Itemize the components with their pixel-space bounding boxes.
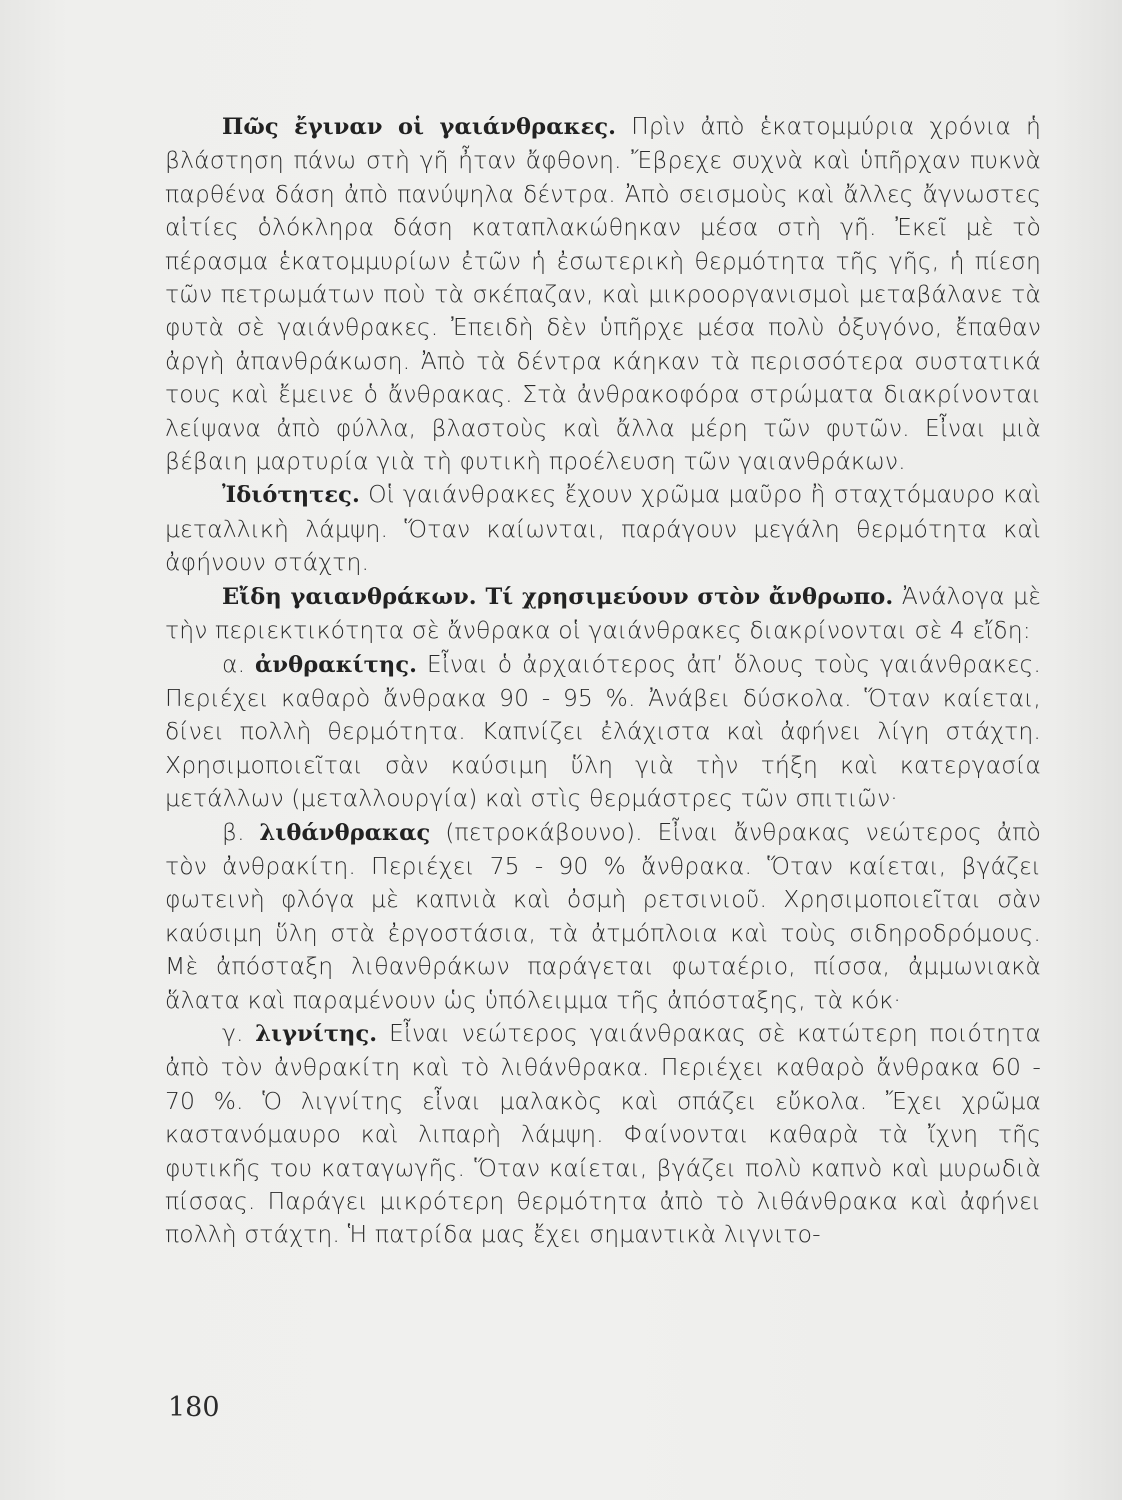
paragraph-anthracite <box>165 648 1041 816</box>
heading-properties: Ἰδιότητες. <box>222 482 360 509</box>
paragraph-bituminous <box>165 816 1041 1017</box>
heading-bituminous: λιθάνθρακας <box>259 819 431 846</box>
body-bituminous: (πετροκάβουνο). Εἶναι ἄνθρακας νεώτερος ἀπὸ τὸν ἀνθρακίτη. Περιέχει 75 - 90 % ἄνθρακα. Ὅταν καίεται, βγάζει φωτεινὴ φλόγα μὲ καπνιὰ καὶ ὀσμὴ ρετσινιοῦ. Χρησιμοποιεῖται σὰν καύσιμη ὕλη στὰ ἐργοστάσια, τὰ ἀτμόπλοια καὶ τοὺς σιδηροδρόμους. Μὲ ἀπόσταξη λιθανθράκων παράγεται φωταέριο, πίσσα, ἀμμωνιακὰ ἅλατα καὶ παραμένουν ὡς ὑπόλειμμα τῆς ἀπόσταξης, τὰ κόκ· <box>165 817 1042 1014</box>
prefix-bituminous: β. <box>222 817 260 846</box>
heading-types: Εἴδη γαιανθράκων. Τί χρησιμεύουν στὸν ἄνθρωπο. <box>222 583 894 610</box>
body-lignite: Εἶναι νεώτερος γαιάνθρακας σὲ κατώτερη ποιότητα ἀπὸ τὸν ἀνθρακίτη καὶ τὸ λιθάνθρακα. Περιέχει καθαρὸ ἄνθρακα 60 - 70 %. Ὁ λιγνίτης εἶναι μαλακὸς καὶ σπάζει εὔκολα. Ἔχει χρῶμα καστανόμαυρο καὶ λιπαρὴ λάμψη. Φαίνονται καθαρὰ τὰ ἴχνη τῆς φυτικῆς του καταγωγῆς. Ὅταν καίεται, βγάζει πολὺ καπνὸ καὶ μυρωδιὰ πίσσας. Παράγει μικρότερη θερμότητα ἀπὸ τὸ λιθάνθρακα καὶ ἀφήνει πολλὴ στάχτη. Ἡ πατρίδα μας ἔχει σημαντικὰ λιγνιτο- <box>165 1018 1041 1249</box>
body-origin: Πρὶν ἀπὸ ἑκατομμύρια χρόνια ἡ βλάστηση πάνω στὴ γῆ ἦταν ἄφθονη. Ἔβρεχε συχνὰ καὶ ὑπῆρχαν πυκνὰ παρθένα δάση ἀπὸ πανύψηλα δέντρα. Ἀπὸ σεισμοὺς καὶ ἄλλες ἄγνωστες αἰτίες ὁλόκληρα δάση καταπλακώθηκαν μέσα στὴ γῆ. Ἐκεῖ μὲ τὸ πέρασμα ἑκατομμυρίων ἐτῶν ἡ ἐσωτερικὴ θερμότητα τῆς γῆς, ἡ πίεση τῶν πετρωμάτων ποὺ τὰ σκέπαζαν, καὶ μικροοργανισμοὶ μεταβάλανε τὰ φυτὰ σὲ γαιάνθρακες. Ἐπειδὴ δὲν ὑπῆρχε μέσα πολὺ ὀξυγόνο, ἔπαθαν ἀργὴ ἀπανθράκωση. Ἀπὸ τὰ δέντρα κάηκαν τὰ περισσότερα συστατικά τους καὶ ἔμεινε ὁ ἄνθρακας. Στὰ ἀνθρακοφόρα στρώματα διακρίνονται λείψανα ἀπὸ φύλλα, βλαστοὺς καὶ ἄλλα μέρη τῶν φυτῶν. Εἶναι μιὰ βέβαιη μαρτυρία γιὰ τὴ φυτικὴ προέλευση τῶν γαιανθράκων. <box>165 112 1041 476</box>
body-properties: Οἱ γαιάνθρακες ἔχουν χρῶμα μαῦρο ἢ σταχτόμαυρο καὶ μεταλλικὴ λάμψη. Ὅταν καίωνται, παράγουν μεγάλη θερμότητα καὶ ἀφήνουν στάχτη. <box>165 480 1041 577</box>
heading-lignite: λιγνίτης. <box>255 1020 378 1047</box>
paragraph-properties <box>165 478 1041 579</box>
prefix-lignite: γ. <box>222 1018 256 1047</box>
paragraph-types <box>165 580 1041 648</box>
page-number: 180 <box>168 1392 220 1423</box>
paragraph-lignite <box>165 1017 1041 1252</box>
heading-anthracite: ἀνθρακίτης. <box>255 651 418 678</box>
prefix-anthracite: α. <box>222 649 255 678</box>
page-text <box>165 110 1041 1252</box>
heading-origin: Πῶς ἔγιναν οἱ γαιάνθρακες. <box>222 114 617 140</box>
body-types: Ἀνάλογα μὲ τὴν περιεκτικότητα σὲ ἄνθρακα οἱ γαιάνθρακες διακρίνονται σὲ 4 εἴδη: <box>165 581 1041 645</box>
paragraph-origin <box>165 110 1041 478</box>
body-anthracite: Εἶναι ὁ ἀρχαιότερος ἀπ’ ὅλους τοὺς γαιάνθρακες. Περιέχει καθαρὸ ἄνθρακα 90 - 95 %. Ἀνάβει δύσκολα. Ὅταν καίεται, δίνει πολλὴ θερμότητα. Καπνίζει ἐλάχιστα καὶ ἀφήνει λίγη στάχτη. Χρησιμοποιεῖται σὰν καύσιμη ὕλη γιὰ τὴν τήξη καὶ κατεργασία μετάλλων (μεταλλουργία) καὶ στὶς θερμάστρες τῶν σπιτιῶν· <box>165 649 1041 813</box>
